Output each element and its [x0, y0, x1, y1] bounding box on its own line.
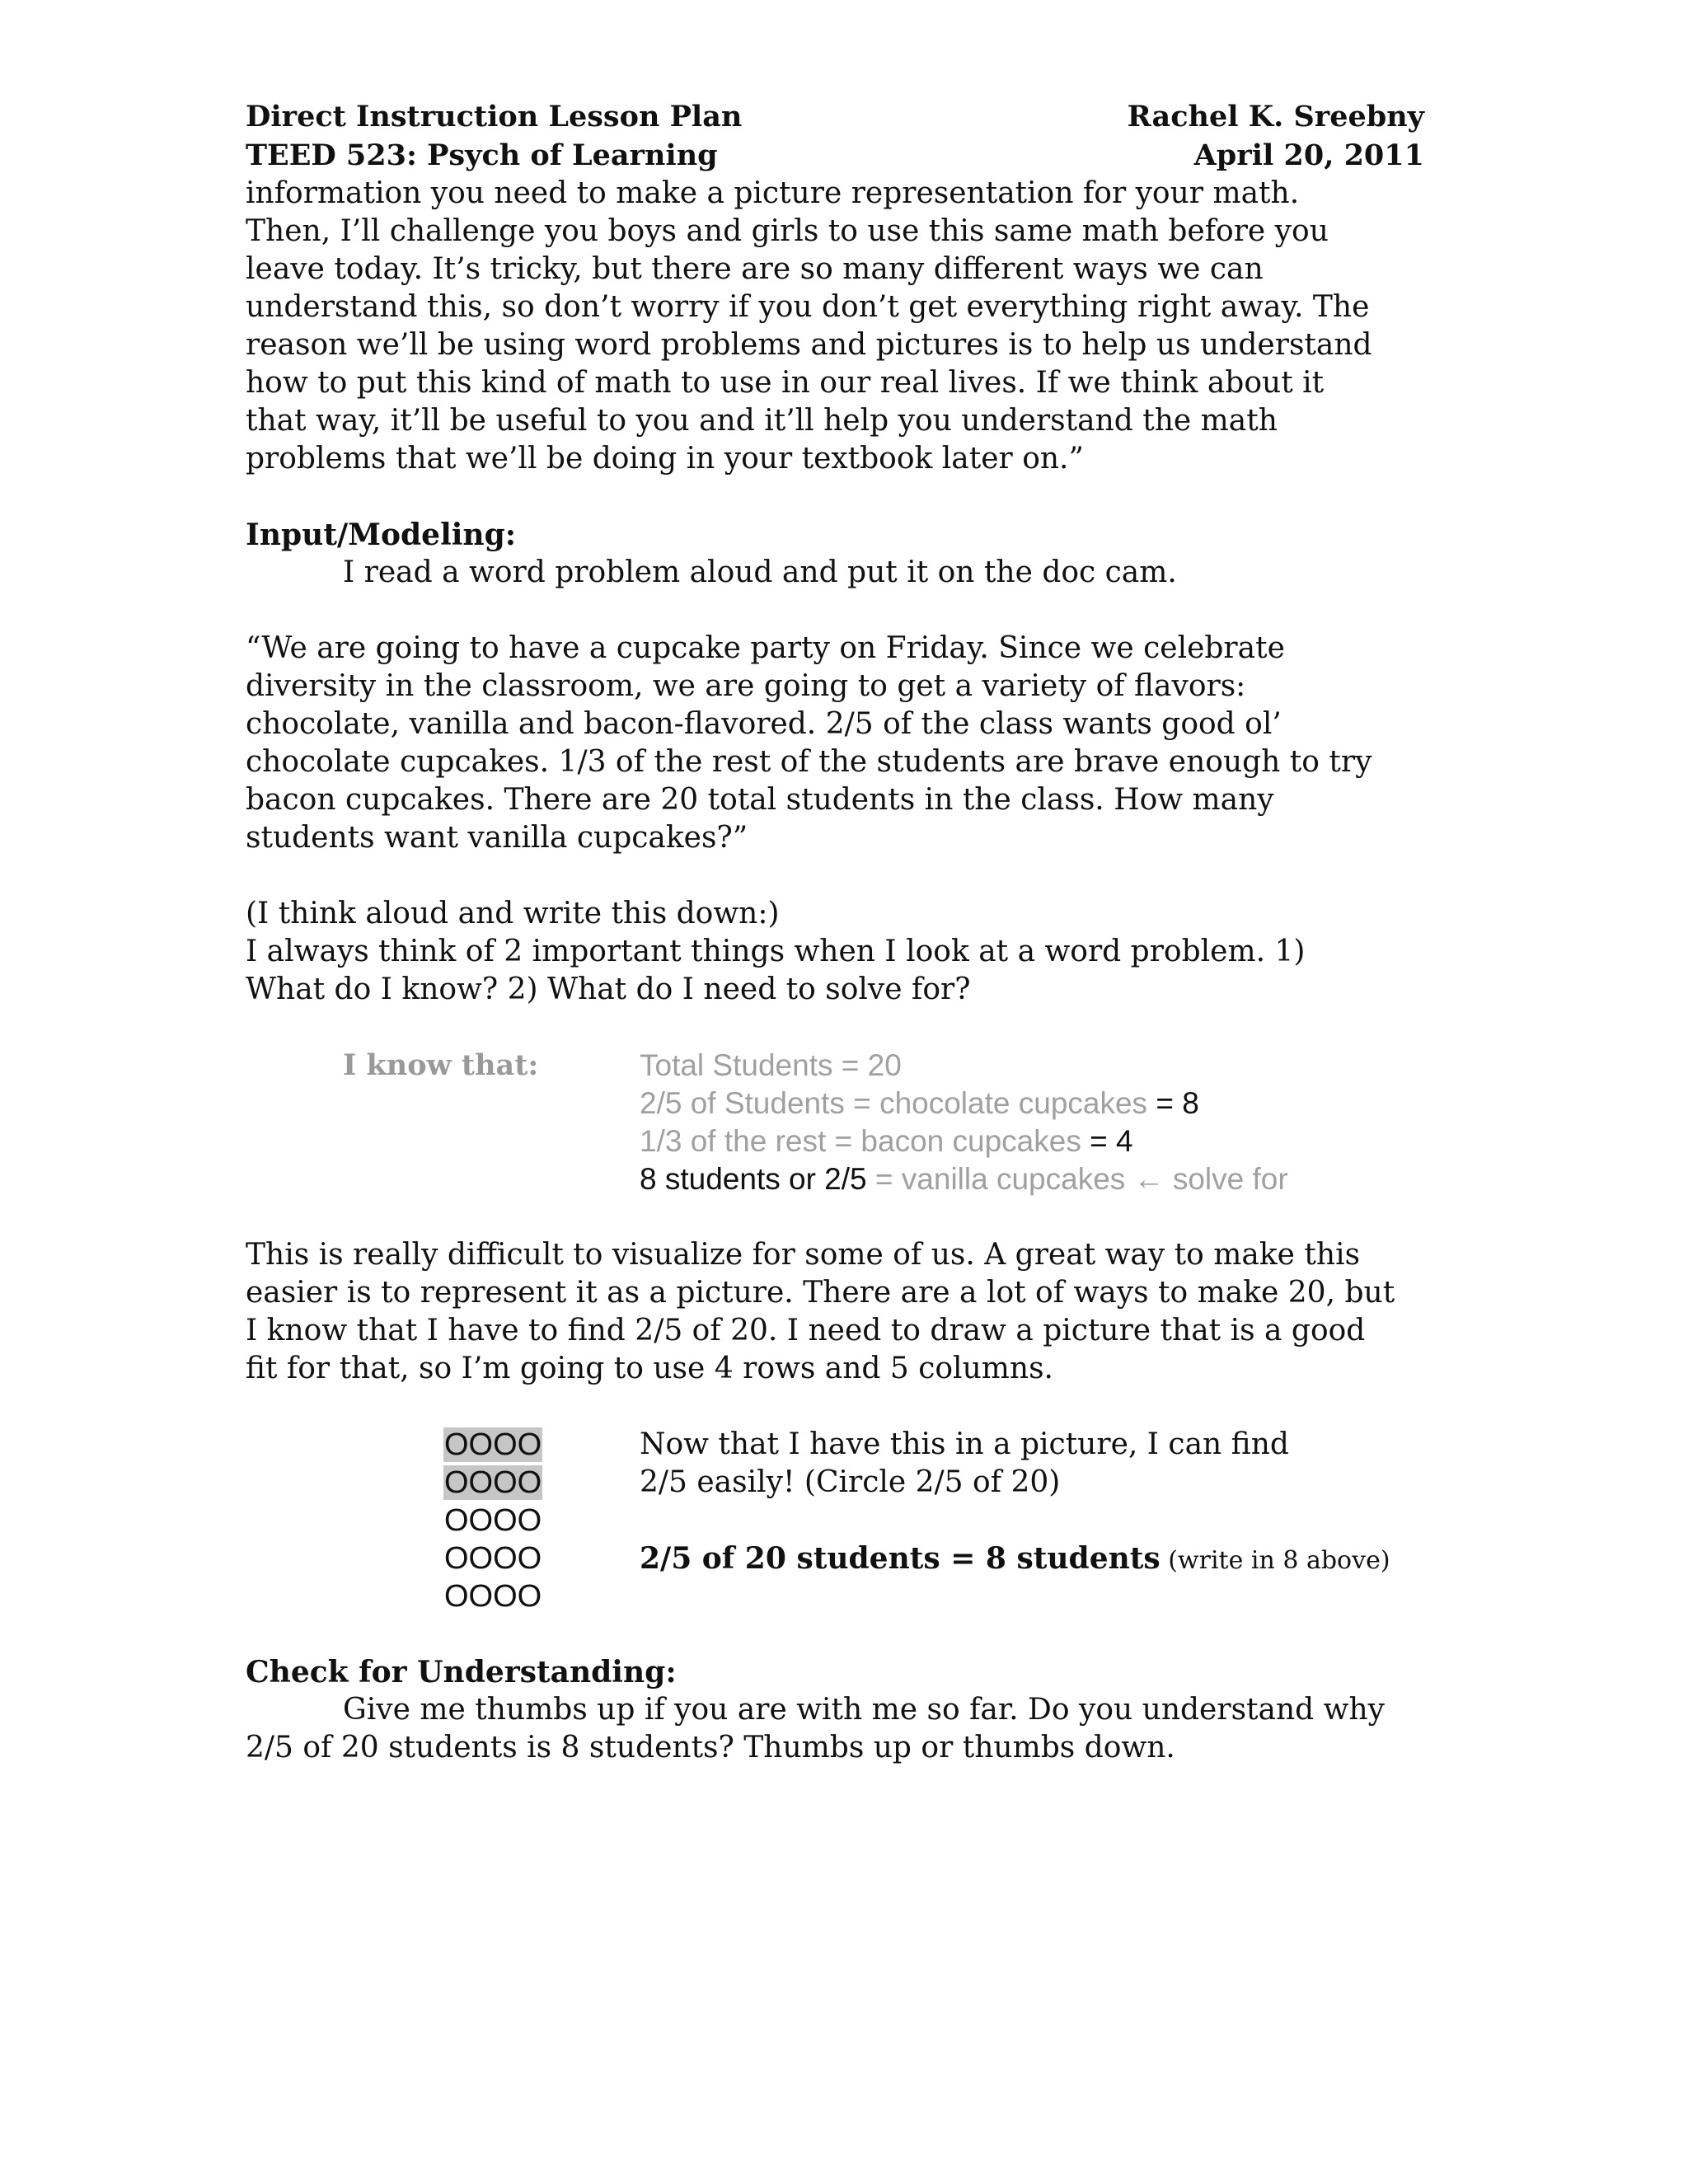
check-understanding-text [246, 1691, 1424, 1767]
known-fact-total: Total Students = 20 [640, 1048, 902, 1082]
author-name: Rachel K. Sreebny [1127, 100, 1424, 134]
section-heading-input-modeling: Input/Modeling: [246, 518, 517, 552]
dot-row-text: OOOO [444, 1427, 542, 1462]
spacer [246, 1388, 1424, 1426]
known-fact-vanilla [640, 1160, 1288, 1198]
input-modeling-text: I read a word problem aloud and put it on the doc cam. [343, 555, 1177, 589]
text-line: problems that we’ll be doing in your textbook later on.” [246, 442, 1084, 476]
fact-text: = vanilla cupcakes ← solve for [866, 1162, 1288, 1196]
spacer [246, 1009, 1424, 1047]
document-page [246, 97, 1424, 1767]
text-line: understand this, so don’t worry if you don’t get everything right away. The [246, 290, 1370, 324]
think-aloud [246, 895, 1424, 1009]
fact-text: 2/5 of Students = chocolate cupcakes [640, 1086, 1148, 1120]
text-line: Then, I’ll challenge you boys and girls to use this same math before you [246, 214, 1329, 248]
course-name: TEED 523: Psych of Learning [246, 138, 718, 172]
text-line: “We are going to have a cupcake party on Friday. Since we celebrate [246, 631, 1285, 665]
known-facts-list [640, 1047, 1288, 1198]
known-fact-chocolate [640, 1085, 1288, 1122]
result-note: (write in 8 above) [1160, 1546, 1390, 1575]
fact-answer: = 4 [1081, 1124, 1133, 1158]
dot-row-text: OOOO [444, 1579, 542, 1614]
text-line: how to put this kind of math to use in our real lives. If we think about it [246, 366, 1325, 400]
text-line: students want vanilla cupcakes?” [246, 821, 748, 855]
header-row-1 [246, 97, 1424, 136]
header-row-2 [246, 136, 1424, 175]
text-line: chocolate, vanilla and bacon-flavored. 2/5 of the class wants good ol’ [246, 707, 1282, 741]
fact-answer: = 8 [1147, 1086, 1199, 1120]
dot-row-text: OOOO [444, 1503, 542, 1538]
text-line: (I think aloud and write this down:) [246, 897, 780, 930]
picture-explanation [640, 1426, 1424, 1615]
text-line: What do I know? 2) What do I need to solve for? [246, 972, 971, 1006]
dot-row [443, 1577, 640, 1615]
result-statement: 2/5 of 20 students = 8 students [640, 1541, 1160, 1576]
text-line: bacon cupcakes. There are 20 total students in the class. How many [246, 783, 1274, 817]
picture-representation [443, 1426, 1424, 1615]
document-header [246, 97, 1424, 175]
text-line: information you need to make a picture representation for your math. [246, 176, 1300, 210]
dot-row-text: OOOO [444, 1465, 542, 1500]
text-line: fit for that, so I’m going to use 4 rows and 5 columns. [246, 1352, 1053, 1385]
text-line: Now that I have this in a picture, I can find [640, 1427, 1289, 1461]
dot-row [443, 1502, 640, 1540]
known-facts-label: I know that: [343, 1048, 539, 1082]
word-problem [246, 630, 1424, 857]
section-heading-check-understanding: Check for Understanding: [246, 1655, 677, 1690]
known-facts-block [343, 1047, 1424, 1198]
document-title: Direct Instruction Lesson Plan [246, 100, 743, 134]
text-line: Give me thumbs up if you are with me so far. Do you understand why [343, 1693, 1385, 1727]
text-line: diversity in the classroom, we are going to get a variety of flavors: [246, 669, 1246, 703]
visualize-paragraph [246, 1236, 1424, 1388]
spacer [246, 478, 1424, 516]
picture-result [640, 1540, 1424, 1580]
spacer [246, 857, 1424, 895]
fact-text: 1/3 of the rest = bacon cupcakes [640, 1124, 1081, 1158]
spacer [246, 1198, 1424, 1236]
text-line: reason we’ll be using word problems and pictures is to help us understand [246, 328, 1372, 362]
text-line: easier is to represent it as a picture. There are a lot of ways to make 20, but [246, 1276, 1395, 1310]
spacer [640, 1502, 1424, 1540]
fact-answer: 8 students or 2/5 [640, 1162, 867, 1196]
text-line: This is really difficult to visualize for some of us. A great way to make this [246, 1238, 1361, 1272]
text-line: leave today. It’s tricky, but there are so many different ways we can [246, 252, 1264, 286]
student-dot-grid [443, 1426, 640, 1615]
dot-row [443, 1540, 640, 1577]
text-line: that way, it’ll be useful to you and it’ll help you understand the math [246, 404, 1278, 438]
text-line: chocolate cupcakes. 1/3 of the rest of the students are brave enough to try [246, 745, 1372, 779]
spacer [246, 592, 1424, 630]
intro-paragraph [246, 175, 1424, 478]
document-date: April 20, 2011 [1193, 138, 1424, 172]
text-line: 2/5 of 20 students is 8 students? Thumbs up or thumbs down. [246, 1731, 1175, 1765]
spacer [246, 1615, 1424, 1653]
known-fact-bacon [640, 1122, 1288, 1160]
dot-row-text: OOOO [444, 1541, 542, 1576]
text-line: I always think of 2 important things when I look at a word problem. 1) [246, 935, 1306, 968]
dot-row-highlighted [443, 1426, 640, 1464]
text-line: I know that I have to find 2/5 of 20. I need to draw a picture that is a good [246, 1314, 1366, 1347]
text-line: 2/5 easily! (Circle 2/5 of 20) [640, 1465, 1061, 1499]
dot-row-highlighted [443, 1464, 640, 1502]
